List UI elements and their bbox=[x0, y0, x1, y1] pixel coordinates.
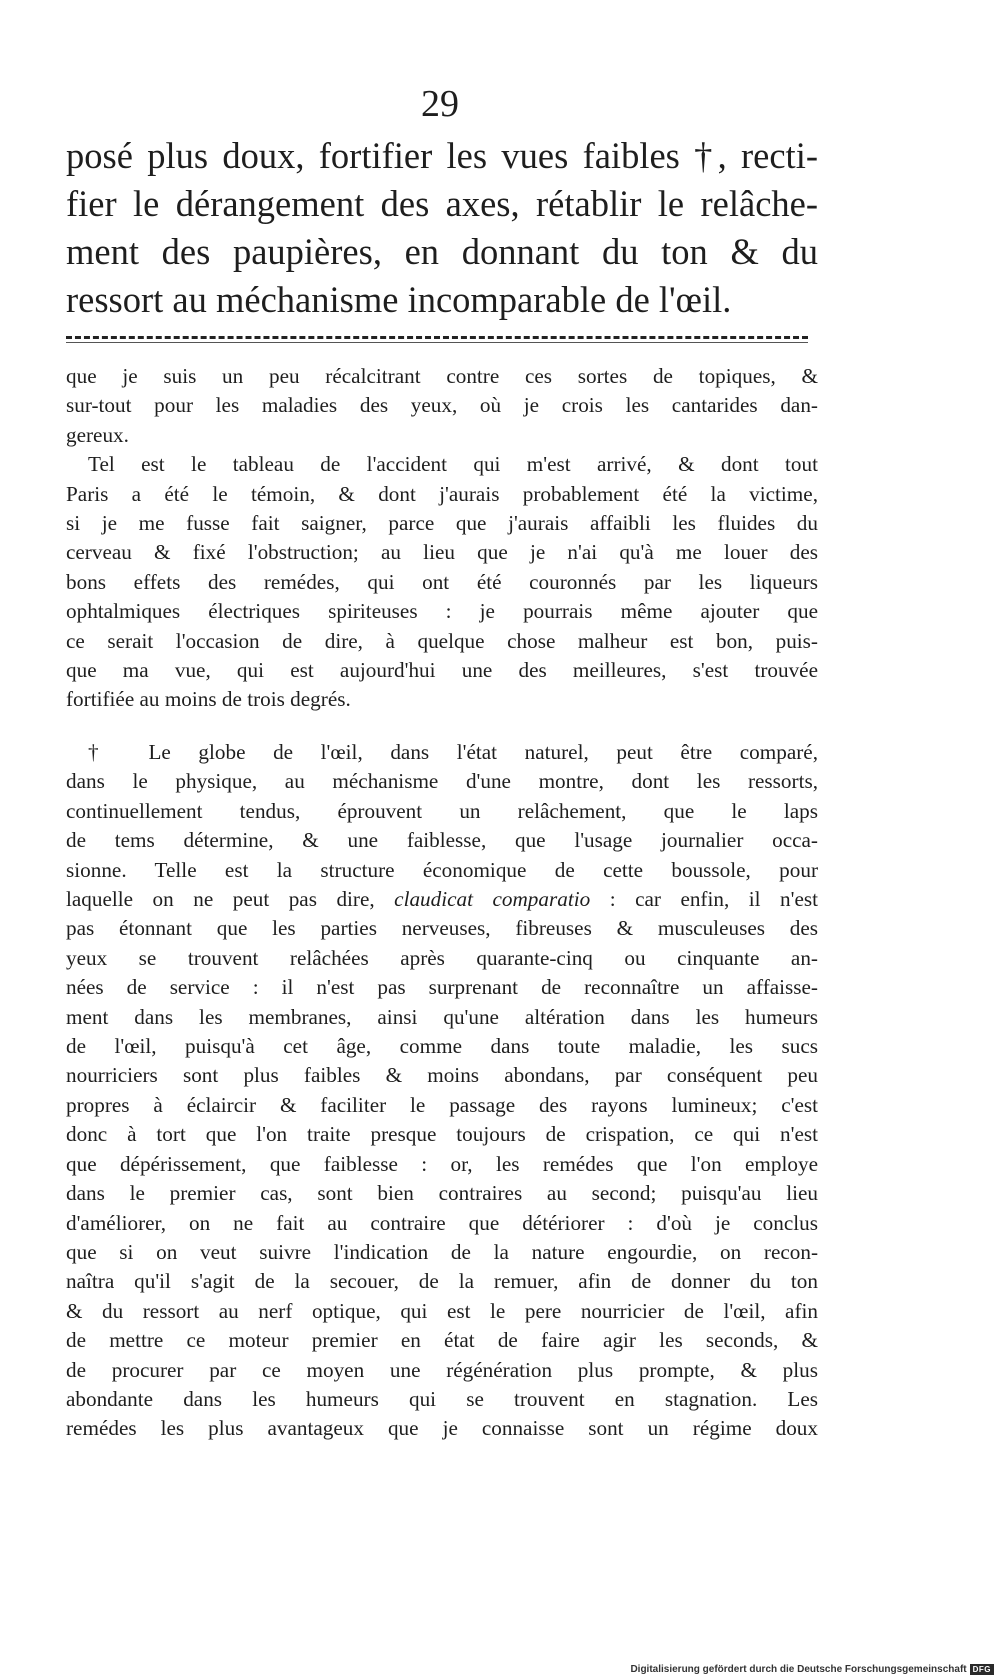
footnote-line: gereux. bbox=[66, 422, 129, 447]
footnote-line: nourriciers sont plus faibles & moins abondans, par conséquent peu bbox=[66, 1063, 818, 1088]
footnote-line: & du ressort au nerf optique, qui est le pere nourricier de l'œil, afin bbox=[66, 1298, 818, 1323]
footnote-line: que si on veut suivre l'indication de la nature engourdie, on recon- bbox=[66, 1239, 818, 1264]
footnote-line: sionne. Telle est la structure économique de cette boussole, pour bbox=[66, 857, 818, 882]
footnote-line: Paris a été le témoin, & dont j'aurais probablement été la victime, bbox=[66, 481, 818, 506]
digitization-footer bbox=[630, 1664, 994, 1675]
footnote-line: dans le premier cas, sont bien contraires au second; puisqu'au lieu bbox=[66, 1181, 818, 1206]
footnote-line: Tel est le tableau de l'accident qui m'est arrivé, & dont tout bbox=[88, 452, 818, 477]
footnote-line: donc à tort que l'on traite presque toujours de crispation, ce qui n'est bbox=[66, 1122, 818, 1147]
main-text-line: fier le dérangement des axes, rétablir le relâche- bbox=[66, 183, 818, 224]
footnote-line: ophtalmiques électriques spiriteuses : je pourrais même ajouter que bbox=[66, 599, 818, 624]
footnote-line: † Le globe de l'œil, dans l'état naturel, peut être comparé, bbox=[88, 740, 818, 764]
footnote-line: remédes les plus avantageux que je connaisse sont un régime doux bbox=[66, 1416, 818, 1441]
footnote-line: de procurer par ce moyen une régénération plus prompte, & plus bbox=[66, 1357, 818, 1382]
footnote-dagger bbox=[66, 738, 818, 1444]
footnote-line: naîtra qu'il s'agit de la secouer, de la remuer, afin de donner du ton bbox=[66, 1269, 818, 1294]
footnote-line: nées de service : il n'est pas surprenant de reconnaître un affaisse- bbox=[66, 975, 818, 1000]
footnote-line: sur-tout pour les maladies des yeux, où je crois les cantarides dan- bbox=[66, 393, 818, 418]
footnote-line: d'améliorer, on ne fait au contraire que détériorer : d'où je conclus bbox=[66, 1210, 818, 1235]
footnote-line: que dépérissement, que faiblesse : or, les remédes que l'on employe bbox=[66, 1151, 818, 1176]
footnote-continuation bbox=[66, 362, 818, 715]
main-text-line: posé plus doux, fortifier les vues faibles †, recti- bbox=[66, 135, 818, 176]
main-text-line: ment des paupières, en donnant du ton & du bbox=[66, 231, 818, 272]
footnote-line: propres à éclaircir & faciliter le passage des rayons lumineux; c'est bbox=[66, 1092, 818, 1117]
main-text-line: ressort au méchanisme incomparable de l'œil. bbox=[66, 279, 732, 320]
footnote-line: continuellement tendus, éprouvent un relâchement, que le laps bbox=[66, 798, 818, 823]
main-text-block bbox=[66, 132, 818, 324]
dfg-logo: DFG bbox=[970, 1664, 994, 1675]
footnote-line: abondante dans les humeurs qui se trouvent en stagnation. Les bbox=[66, 1386, 818, 1411]
footer-credit-text: Digitalisierung gefördert durch die Deutsche Forschungsgemeinschaft bbox=[630, 1664, 967, 1675]
page-number: 29 bbox=[421, 83, 459, 125]
footnote-line: dans le physique, au méchanisme d'une montre, dont les ressorts, bbox=[66, 769, 818, 794]
footnote-line: que ma vue, qui est aujourd'hui une des meilleures, s'est trouvée bbox=[66, 658, 818, 683]
footnote-line: cerveau & fixé l'obstruction; au lieu que je n'ai qu'à me louer des bbox=[66, 540, 818, 565]
footnote-line: de l'œil, puisqu'à cet âge, comme dans toute maladie, les sucs bbox=[66, 1034, 818, 1059]
footnote-line: de mettre ce moteur premier en état de faire agir les seconds, & bbox=[66, 1328, 818, 1353]
footnote-line: pas étonnant que les parties nerveuses, fibreuses & musculeuses des bbox=[66, 916, 818, 941]
footnote-separator-underline bbox=[66, 342, 808, 343]
footnote-line: si je me fusse fait saigner, parce que j'aurais affaibli les fluides du bbox=[66, 511, 818, 536]
footnote-line: fortifiée au moins de trois degrés. bbox=[66, 687, 351, 712]
footnote-line: de tems détermine, & une faiblesse, que l'usage journalier occa- bbox=[66, 828, 818, 853]
footnote-line: ment dans les membranes, ainsi qu'une altération dans les humeurs bbox=[66, 1004, 818, 1029]
footnote-line: yeux se trouvent relâchées après quarante-cinq ou cinquante an- bbox=[66, 945, 818, 970]
footnote-separator bbox=[66, 336, 808, 339]
footnote-line: ce serait l'occasion de dire, à quelque chose malheur est bon, puis- bbox=[66, 628, 818, 653]
footnote-line: laquelle on ne peut pas dire, claudicat comparatio : car enfin, il n'est bbox=[66, 887, 818, 912]
footnote-line: bons effets des remédes, qui ont été couronnés par les liqueurs bbox=[66, 569, 818, 594]
footnote-line: que je suis un peu récalcitrant contre ces sortes de topiques, & bbox=[66, 364, 818, 388]
